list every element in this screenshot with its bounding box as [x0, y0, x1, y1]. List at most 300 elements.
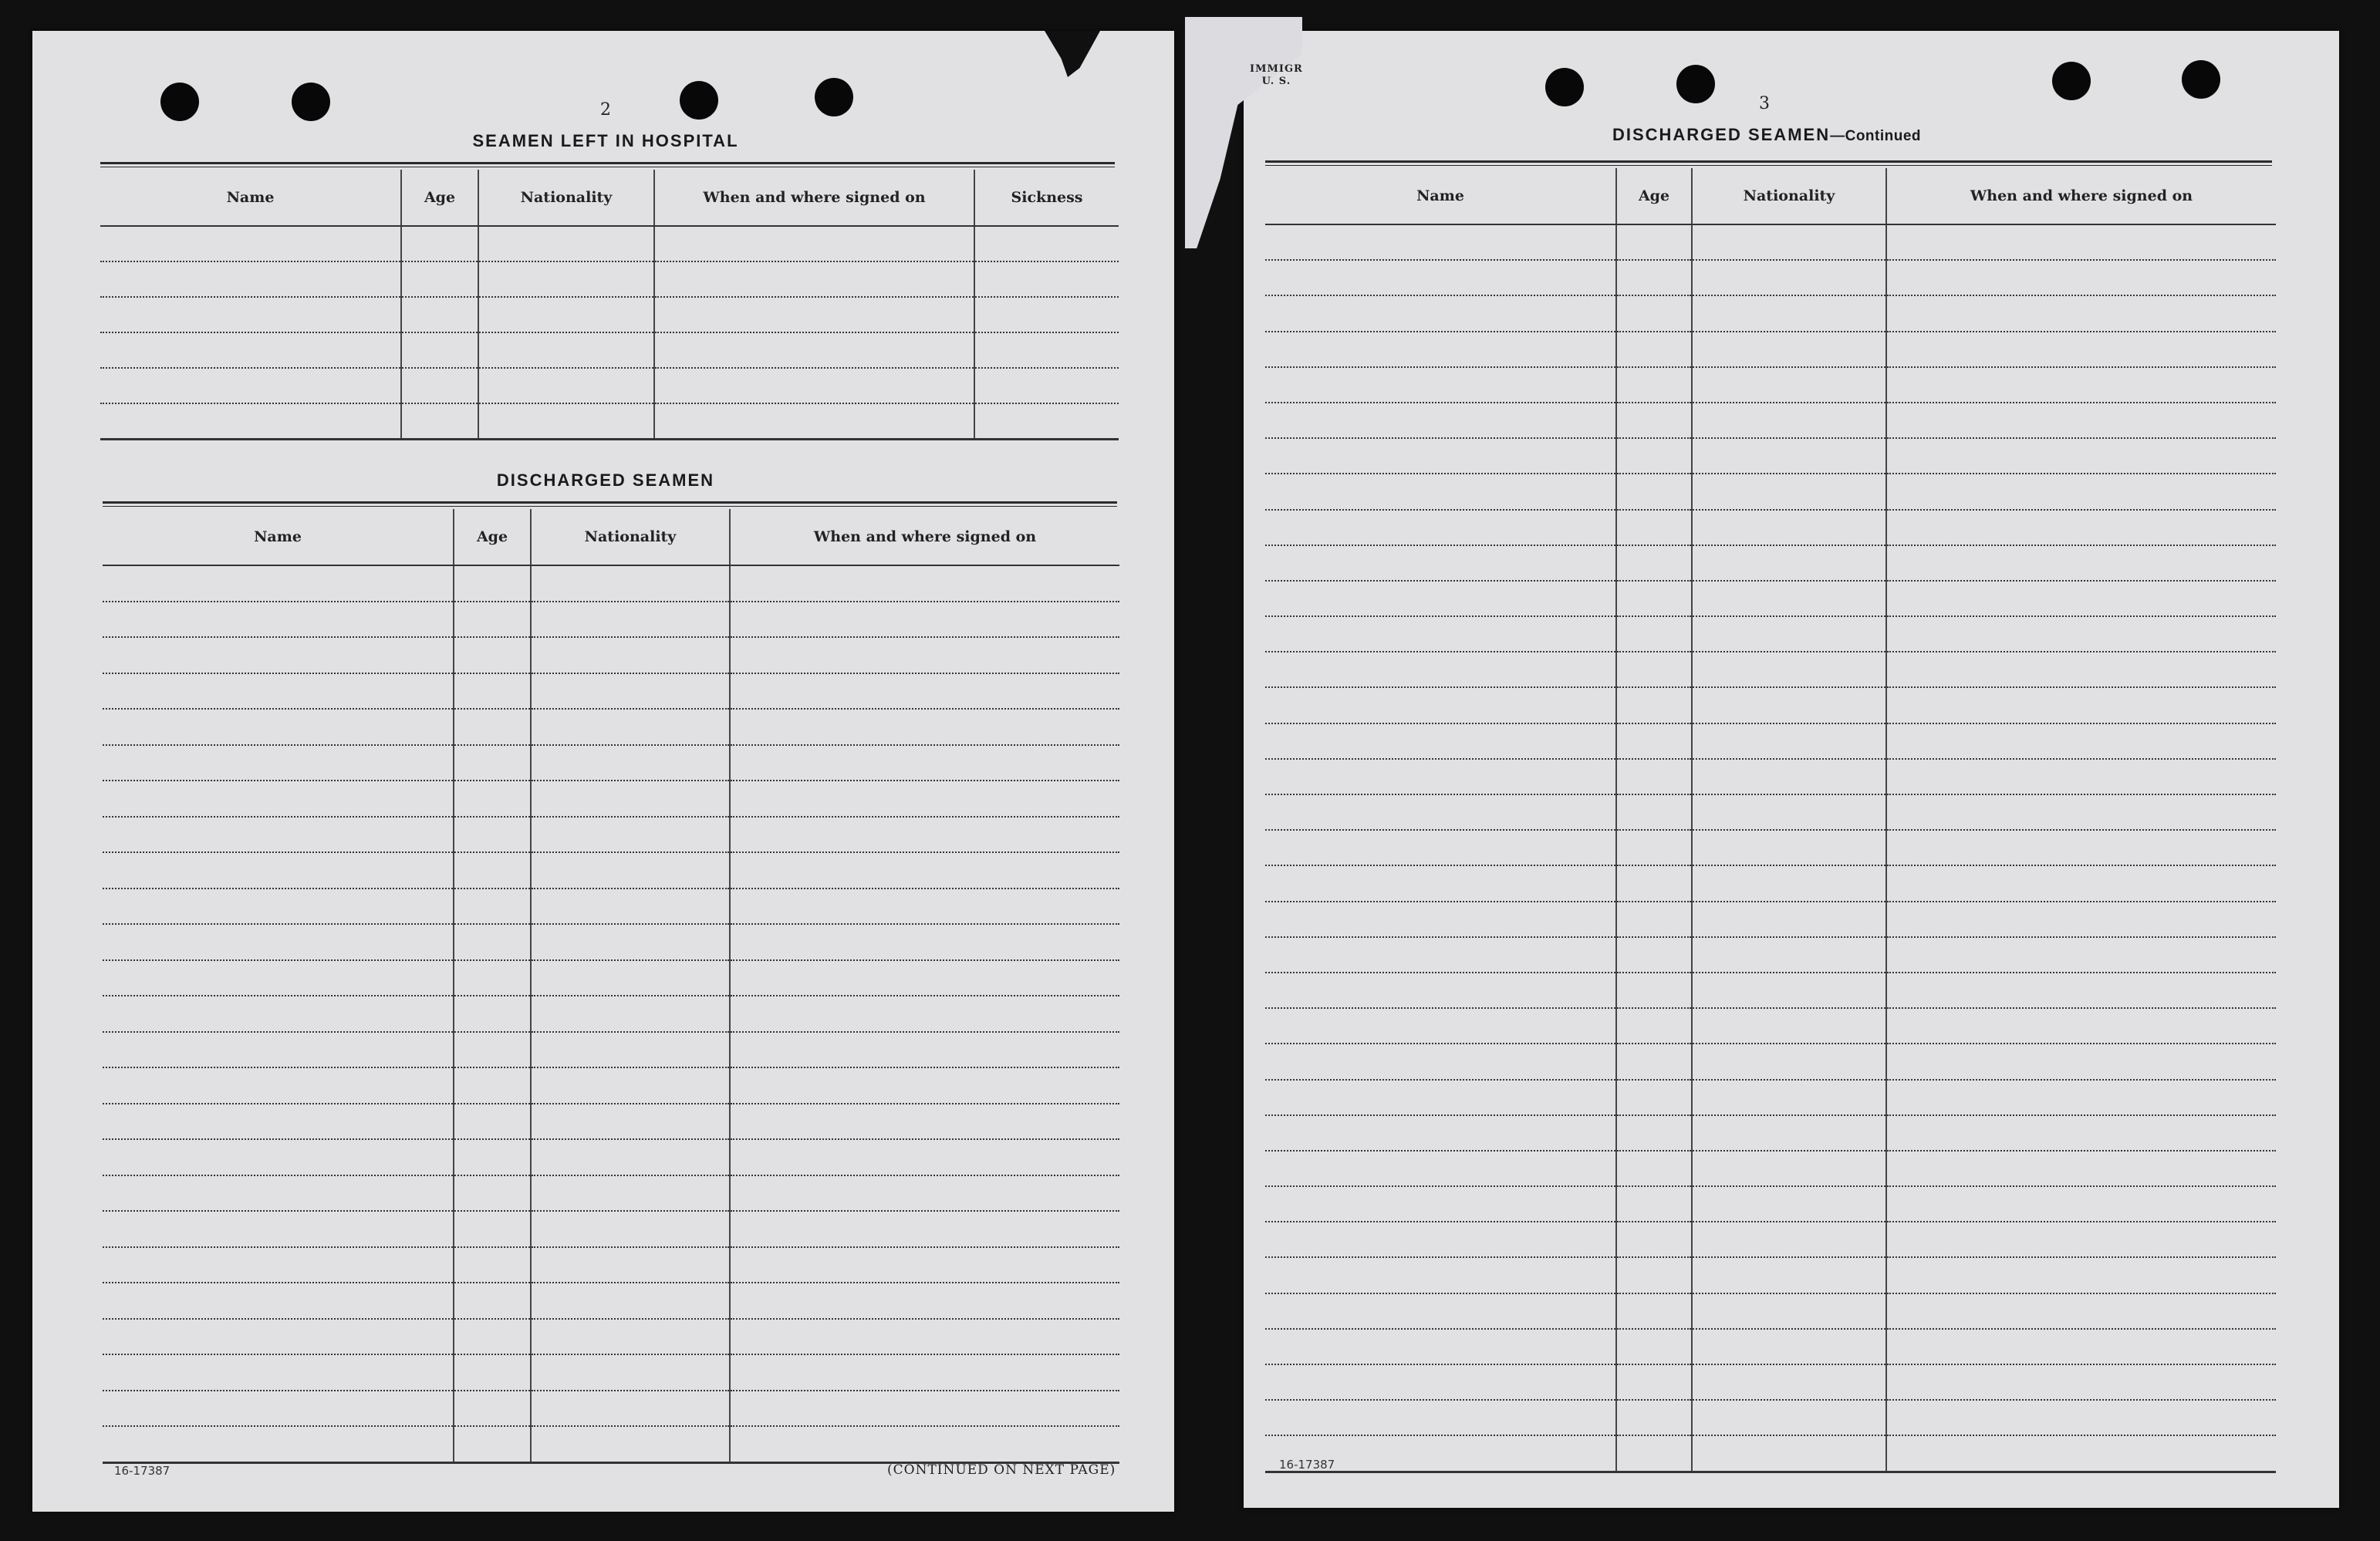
continued-cell — [1692, 1151, 1886, 1186]
hospital-cell — [478, 297, 654, 332]
continued-cell — [1265, 260, 1616, 295]
discharged-row — [103, 745, 1119, 781]
discharged-cell — [730, 1283, 1119, 1319]
continued-cell — [1692, 902, 1886, 937]
continued-cell — [1886, 1115, 2276, 1151]
hospital-title-rule — [100, 162, 1115, 167]
continued-cell — [1265, 1400, 1616, 1435]
continued-row — [1265, 1044, 2276, 1079]
discharged-cell — [531, 745, 730, 781]
continued-cell — [1692, 1222, 1886, 1257]
continued-cell — [1616, 794, 1692, 830]
continued-cell — [1265, 902, 1616, 937]
discharged-row — [103, 1319, 1119, 1355]
discharged-cell — [454, 1283, 531, 1319]
hospital-cell — [974, 332, 1119, 368]
continued-col-signed-on: When and where signed on — [1886, 168, 2276, 224]
continued-cell — [1886, 224, 2276, 260]
discharged-cell — [103, 996, 454, 1032]
continued-cell — [1265, 1364, 1616, 1400]
continued-cell — [1886, 1222, 2276, 1257]
continued-cell — [1886, 1293, 2276, 1329]
discharged-cell — [730, 1067, 1119, 1104]
discharged-cell — [730, 924, 1119, 960]
hospital-col-signed-on: When and where signed on — [654, 170, 974, 226]
discharged-title-rule — [103, 501, 1117, 507]
punch-hole-icon — [815, 78, 853, 116]
continued-row — [1265, 1222, 2276, 1257]
continued-cell — [1886, 1400, 2276, 1435]
continued-cell — [1616, 332, 1692, 367]
continued-cell — [1265, 1186, 1616, 1222]
hospital-row — [100, 261, 1119, 297]
continued-cell — [1692, 937, 1886, 973]
hospital-cell — [100, 403, 401, 440]
stamp-line-2: U. S. — [1261, 76, 1291, 87]
continued-cell — [1886, 723, 2276, 759]
continued-cell — [1616, 1115, 1692, 1151]
discharged-cell — [103, 745, 454, 781]
continued-cell — [1616, 1151, 1692, 1186]
discharged-cell — [730, 565, 1119, 602]
discharged-cell — [730, 781, 1119, 817]
continued-cell — [1692, 581, 1886, 616]
continued-cell — [1886, 438, 2276, 474]
continued-row — [1265, 973, 2276, 1008]
hospital-col-name: Name — [100, 170, 401, 226]
discharged-cell — [730, 709, 1119, 745]
continued-cell — [1616, 1435, 1692, 1472]
discharged-cell — [531, 602, 730, 638]
discharged-cell — [730, 1247, 1119, 1283]
discharged-cell — [103, 1067, 454, 1104]
hospital-cell — [654, 368, 974, 403]
discharged-cell — [103, 1391, 454, 1427]
continued-cell — [1616, 723, 1692, 759]
discharged-row — [103, 1247, 1119, 1283]
continued-row — [1265, 723, 2276, 759]
punch-hole-icon — [160, 83, 199, 121]
continued-cell — [1265, 224, 1616, 260]
continued-cell — [1886, 1435, 2276, 1472]
continued-row — [1265, 1364, 2276, 1400]
discharged-cell — [103, 1104, 454, 1140]
continued-cell — [1886, 652, 2276, 687]
continued-row — [1265, 1115, 2276, 1151]
discharged-cell — [730, 1391, 1119, 1427]
continued-cell — [1265, 687, 1616, 723]
continued-cell — [1692, 1080, 1886, 1115]
continued-cell — [1616, 937, 1692, 973]
continued-cell — [1886, 794, 2276, 830]
hospital-row — [100, 368, 1119, 403]
discharged-cell — [103, 852, 454, 889]
continued-cell — [1692, 1329, 1886, 1364]
page-number-left: 2 — [600, 100, 611, 120]
discharged-row — [103, 781, 1119, 817]
continued-cell — [1692, 652, 1886, 687]
punch-hole-icon — [680, 81, 718, 120]
discharged-cell — [531, 1067, 730, 1104]
discharged-cell — [531, 889, 730, 925]
discharged-table — [103, 509, 1119, 1464]
discharged-cell — [730, 996, 1119, 1032]
discharged-cell — [454, 1211, 531, 1247]
continued-title-main: DISCHARGED SEAMEN — [1612, 125, 1831, 144]
discharged-col-age: Age — [454, 509, 531, 565]
continued-cell — [1265, 438, 1616, 474]
continued-cell — [1886, 1329, 2276, 1364]
discharged-cell — [730, 1032, 1119, 1068]
hospital-cell — [100, 368, 401, 403]
continued-cell — [1886, 973, 2276, 1008]
punch-hole-icon — [1545, 68, 1584, 106]
continued-cell — [1692, 510, 1886, 545]
hospital-cell — [478, 261, 654, 297]
continued-cell — [1886, 1080, 2276, 1115]
discharged-row — [103, 1104, 1119, 1140]
discharged-cell — [730, 889, 1119, 925]
discharged-row — [103, 1283, 1119, 1319]
continued-cell — [1265, 1044, 1616, 1079]
hospital-cell — [654, 226, 974, 261]
discharged-row — [103, 1139, 1119, 1175]
hospital-col-age: Age — [401, 170, 478, 226]
continued-cell — [1692, 1435, 1886, 1472]
hospital-cell — [401, 261, 478, 297]
continued-cell — [1265, 1222, 1616, 1257]
continued-row — [1265, 295, 2276, 331]
form-number-left: 16-17387 — [114, 1464, 170, 1478]
punch-hole-icon — [292, 83, 330, 121]
continued-row — [1265, 1080, 2276, 1115]
continued-row — [1265, 474, 2276, 509]
discharged-col-nationality: Nationality — [531, 509, 730, 565]
continued-row — [1265, 438, 2276, 474]
hospital-cell — [974, 297, 1119, 332]
continued-cell — [1616, 1044, 1692, 1079]
discharged-cell — [103, 1426, 454, 1462]
continued-cell — [1265, 545, 1616, 581]
discharged-cell — [730, 637, 1119, 673]
continued-table-body — [1265, 224, 2276, 1472]
continued-cell — [1265, 1008, 1616, 1044]
hospital-row — [100, 332, 1119, 368]
continued-cell — [1265, 474, 1616, 509]
continued-cell — [1692, 1257, 1886, 1293]
immigration-stamp — [1250, 63, 1303, 88]
continued-cell — [1692, 1186, 1886, 1222]
discharged-cell — [730, 745, 1119, 781]
discharged-row — [103, 565, 1119, 602]
discharged-cell — [531, 781, 730, 817]
hospital-cell — [654, 261, 974, 297]
continued-cell — [1886, 1044, 2276, 1079]
continued-row — [1265, 794, 2276, 830]
discharged-cell — [454, 1032, 531, 1068]
continued-row — [1265, 937, 2276, 973]
discharged-cell — [531, 1211, 730, 1247]
continued-cell — [1886, 510, 2276, 545]
continued-cell — [1616, 545, 1692, 581]
continued-row — [1265, 1257, 2276, 1293]
hospital-cell — [478, 226, 654, 261]
continued-cell — [1692, 1293, 1886, 1329]
continued-cell — [1616, 510, 1692, 545]
continued-cell — [1692, 1400, 1886, 1435]
continued-cell — [1692, 723, 1886, 759]
discharged-cell — [730, 673, 1119, 710]
hospital-row — [100, 297, 1119, 332]
discharged-cell — [531, 637, 730, 673]
continued-cell — [1616, 652, 1692, 687]
continued-cell — [1886, 1151, 2276, 1186]
discharged-row — [103, 1211, 1119, 1247]
discharged-row — [103, 1032, 1119, 1068]
continued-row — [1265, 510, 2276, 545]
continued-cell — [1692, 474, 1886, 509]
continued-row — [1265, 759, 2276, 794]
hospital-header-row — [100, 170, 1119, 226]
continued-cell — [1886, 367, 2276, 403]
discharged-cell — [730, 1211, 1119, 1247]
hospital-cell — [654, 403, 974, 440]
hospital-cell — [100, 332, 401, 368]
discharged-cell — [454, 637, 531, 673]
discharged-cell — [103, 1354, 454, 1391]
continued-cell — [1692, 1115, 1886, 1151]
continued-cell — [1616, 1257, 1692, 1293]
continued-cell — [1616, 1186, 1692, 1222]
hospital-cell — [401, 368, 478, 403]
discharged-cell — [531, 924, 730, 960]
discharged-cell — [454, 817, 531, 853]
discharged-cell — [730, 1104, 1119, 1140]
discharged-cell — [730, 1426, 1119, 1462]
discharged-cell — [454, 924, 531, 960]
hospital-cell — [654, 332, 974, 368]
continued-cell — [1265, 367, 1616, 403]
continued-cell — [1692, 367, 1886, 403]
discharged-cell — [531, 817, 730, 853]
discharged-cell — [103, 1247, 454, 1283]
continued-cell — [1692, 438, 1886, 474]
continued-cell — [1265, 1115, 1616, 1151]
continued-cell — [1265, 723, 1616, 759]
continued-cell — [1265, 759, 1616, 794]
hospital-col-nationality: Nationality — [478, 170, 654, 226]
continued-cell — [1616, 438, 1692, 474]
discharged-row — [103, 817, 1119, 853]
discharged-cell — [730, 1354, 1119, 1391]
continued-cell — [1886, 1257, 2276, 1293]
continued-row — [1265, 1329, 2276, 1364]
continued-row — [1265, 367, 2276, 403]
discharged-cell — [103, 960, 454, 996]
hospital-row — [100, 403, 1119, 440]
continued-col-name: Name — [1265, 168, 1616, 224]
continued-cell — [1265, 973, 1616, 1008]
discharged-cell — [454, 745, 531, 781]
hospital-table-body — [100, 226, 1119, 440]
continued-table — [1265, 168, 2276, 1473]
continued-cell — [1265, 865, 1616, 901]
continued-row — [1265, 1186, 2276, 1222]
discharged-cell — [103, 1139, 454, 1175]
continued-cell — [1886, 937, 2276, 973]
continued-section-title — [1504, 125, 2029, 145]
continued-cell — [1692, 224, 1886, 260]
continued-cell — [1616, 830, 1692, 865]
discharged-cell — [730, 1319, 1119, 1355]
continued-cell — [1616, 1293, 1692, 1329]
discharged-cell — [454, 852, 531, 889]
continued-cell — [1616, 973, 1692, 1008]
continued-row — [1265, 902, 2276, 937]
hospital-cell — [401, 403, 478, 440]
continued-cell — [1886, 616, 2276, 652]
discharged-cell — [454, 1139, 531, 1175]
continued-cell — [1616, 1400, 1692, 1435]
continued-row — [1265, 865, 2276, 901]
discharged-row — [103, 602, 1119, 638]
continued-row — [1265, 1435, 2276, 1472]
discharged-section-title: DISCHARGED SEAMEN — [496, 470, 715, 490]
hospital-row — [100, 226, 1119, 261]
discharged-cell — [454, 565, 531, 602]
continued-cell — [1692, 794, 1886, 830]
discharged-row — [103, 852, 1119, 889]
hospital-cell — [974, 368, 1119, 403]
discharged-cell — [531, 1426, 730, 1462]
continued-cell — [1886, 260, 2276, 295]
continued-cell — [1265, 1257, 1616, 1293]
discharged-row — [103, 924, 1119, 960]
discharged-cell — [103, 817, 454, 853]
continued-cell — [1692, 545, 1886, 581]
punch-hole-icon — [2052, 62, 2091, 100]
continued-row — [1265, 1008, 2276, 1044]
discharged-cell — [103, 1032, 454, 1068]
continued-cell — [1692, 687, 1886, 723]
discharged-row — [103, 889, 1119, 925]
hospital-cell — [401, 226, 478, 261]
discharged-cell — [531, 1104, 730, 1140]
continued-cell — [1616, 616, 1692, 652]
continued-cell — [1692, 295, 1886, 331]
continued-row — [1265, 687, 2276, 723]
continued-cell — [1692, 759, 1886, 794]
continued-cell — [1265, 937, 1616, 973]
continued-cell — [1265, 616, 1616, 652]
page-number-right: 3 — [1759, 94, 1770, 113]
continued-cell — [1692, 973, 1886, 1008]
hospital-cell — [401, 297, 478, 332]
continued-row — [1265, 1151, 2276, 1186]
continued-cell — [1692, 1044, 1886, 1079]
discharged-cell — [730, 852, 1119, 889]
hospital-cell — [478, 332, 654, 368]
continued-cell — [1265, 1080, 1616, 1115]
discharged-cell — [103, 709, 454, 745]
continued-cell — [1692, 332, 1886, 367]
continued-row — [1265, 332, 2276, 367]
discharged-cell — [730, 1175, 1119, 1212]
discharged-cell — [531, 1354, 730, 1391]
continued-cell — [1886, 1008, 2276, 1044]
discharged-cell — [531, 1391, 730, 1427]
hospital-section-title: SEAMEN LEFT IN HOSPITAL — [472, 131, 739, 150]
discharged-cell — [454, 1426, 531, 1462]
discharged-cell — [103, 1319, 454, 1355]
hospital-table — [100, 170, 1119, 440]
continued-cell — [1616, 902, 1692, 937]
discharged-cell — [454, 1175, 531, 1212]
continued-cell — [1265, 1293, 1616, 1329]
discharged-table-body — [103, 565, 1119, 1462]
discharged-cell — [730, 817, 1119, 853]
discharged-row — [103, 996, 1119, 1032]
discharged-cell — [454, 1247, 531, 1283]
discharged-row — [103, 960, 1119, 996]
continued-cell — [1616, 759, 1692, 794]
discharged-cell — [531, 1319, 730, 1355]
punch-hole-icon — [1676, 65, 1715, 103]
continued-cell — [1886, 687, 2276, 723]
discharged-cell — [454, 996, 531, 1032]
discharged-cell — [454, 960, 531, 996]
continued-cell — [1616, 1080, 1692, 1115]
continued-cell — [1616, 581, 1692, 616]
discharged-row — [103, 1391, 1119, 1427]
continued-cell — [1616, 260, 1692, 295]
discharged-row — [103, 637, 1119, 673]
continued-cell — [1886, 295, 2276, 331]
continued-row — [1265, 224, 2276, 260]
continued-title-rule — [1265, 160, 2272, 166]
discharged-cell — [103, 924, 454, 960]
discharged-row — [103, 1426, 1119, 1462]
discharged-cell — [454, 1354, 531, 1391]
discharged-cell — [454, 602, 531, 638]
continued-cell — [1692, 403, 1886, 438]
discharged-cell — [531, 996, 730, 1032]
continued-cell — [1886, 865, 2276, 901]
discharged-col-signed-on: When and where signed on — [730, 509, 1119, 565]
continued-cell — [1265, 581, 1616, 616]
continued-cell — [1616, 865, 1692, 901]
discharged-cell — [454, 1319, 531, 1355]
hospital-cell — [974, 403, 1119, 440]
continued-cell — [1692, 1008, 1886, 1044]
discharged-cell — [531, 1139, 730, 1175]
discharged-cell — [531, 960, 730, 996]
continued-cell — [1692, 830, 1886, 865]
continued-cell — [1886, 403, 2276, 438]
continued-row — [1265, 652, 2276, 687]
discharged-cell — [531, 852, 730, 889]
discharged-cell — [103, 1283, 454, 1319]
discharged-col-name: Name — [103, 509, 454, 565]
discharged-cell — [730, 602, 1119, 638]
continued-cell — [1692, 616, 1886, 652]
discharged-cell — [103, 1211, 454, 1247]
continued-cell — [1886, 581, 2276, 616]
discharged-cell — [531, 1175, 730, 1212]
discharged-cell — [454, 889, 531, 925]
continued-row — [1265, 830, 2276, 865]
continued-row — [1265, 1293, 2276, 1329]
